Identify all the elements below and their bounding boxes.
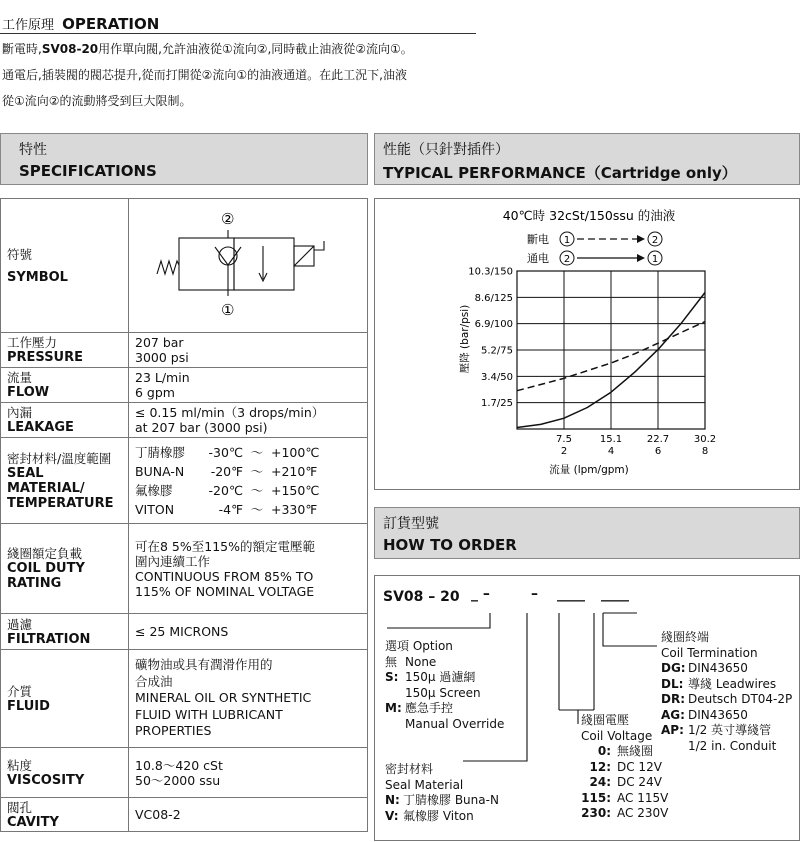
chart-y-tick-label: 3.4/50 bbox=[481, 371, 513, 383]
chart-x-label: 流量 (lpm/gpm) bbox=[549, 464, 629, 476]
order-slot-termination: ____ bbox=[601, 586, 629, 602]
chart-legend-port-to-label: 2 bbox=[651, 235, 659, 246]
spec-row-cavity: 閥孔 CAVITY VC08-2 bbox=[1, 798, 368, 832]
port-1-label: ① bbox=[221, 301, 235, 319]
chart-y-label: 壓降 (bar/psi) bbox=[459, 304, 471, 374]
order-panel bbox=[374, 575, 800, 841]
order-voltage-block: 綫圈電壓 Coil Voltage 0: 無綫圈 12: DC 12V 24: DC 24V 115: AC 115V 230: AC 230V bbox=[581, 713, 669, 820]
chart-legend-arrow bbox=[637, 254, 645, 262]
order-slot-voltage: ____ bbox=[557, 586, 585, 602]
chart-legend-port-to-label: 1 bbox=[651, 254, 659, 265]
chart-x-tick-label-gpm: 4 bbox=[607, 446, 615, 457]
chart-x-tick-label-gpm: 2 bbox=[560, 446, 568, 457]
chart-legend-port-from-label: 2 bbox=[563, 254, 571, 265]
order-title-zh: 訂貨型號 bbox=[383, 516, 439, 532]
chart-x-tick-label: 15.1 bbox=[599, 434, 623, 445]
chart-y-tick-label: 8.6/125 bbox=[474, 292, 513, 304]
chart-x-tick-label: 22.7 bbox=[646, 434, 670, 445]
chart-y-tick-label: 1.7/25 bbox=[481, 398, 513, 410]
symbol-drawing bbox=[157, 230, 324, 296]
chart-x-tick-label-gpm: 6 bbox=[654, 446, 662, 457]
performance-title-zh: 性能（只針對插件） bbox=[383, 142, 509, 158]
operation-line-3: 從①流向②的流動將受到巨大限制。 bbox=[2, 94, 192, 108]
order-slot-option: _ – bbox=[471, 586, 490, 602]
order-option-block: 選項 Option 無 None S: 150μ 過濾網 150μ Screen M: 應急手控 Manual Override bbox=[385, 639, 505, 731]
seal-temperature-list: 丁腈橡膠 -30℃ ～ +100℃ BUNA-N -20℉ ～ +210℉ 氟橡膠 -20℃ ～ +150℃ VITON -4℉ ～ +330℉ bbox=[129, 438, 368, 524]
operation-text bbox=[2, 36, 413, 114]
hydraulic-symbol-cell bbox=[129, 199, 368, 333]
operation-title-en: OPERATION bbox=[62, 15, 160, 33]
port-2-label: ② bbox=[221, 210, 235, 228]
chart-legend-arrow bbox=[637, 235, 645, 243]
operation-title-zh: 工作原理 bbox=[2, 18, 55, 33]
spec-key: 符號 SYMBOL bbox=[1, 199, 129, 333]
chart-legend-label: 斷电 bbox=[527, 233, 549, 246]
chart-plot bbox=[468, 267, 716, 458]
performance-title-en: TYPICAL PERFORMANCE（Cartridge only） bbox=[383, 164, 737, 182]
operation-heading bbox=[2, 14, 159, 33]
hydraulic-symbol bbox=[129, 199, 367, 329]
performance-chart-panel bbox=[374, 198, 800, 490]
spec-row-leakage: 內漏 LEAKAGE ≤ 0.15 ml/min（3 drops/min） at 207 bar (3000 psi) bbox=[1, 403, 368, 438]
spec-row-flow: 流量 FLOW 23 L/min 6 gpm bbox=[1, 368, 368, 403]
performance-chart bbox=[375, 199, 799, 489]
order-model-code: SV08 – 20 bbox=[383, 589, 460, 605]
spec-row-filtration: 過濾 FILTRATION ≤ 25 MICRONS bbox=[1, 614, 368, 650]
operation-line-1: 斷電時,SV08-20用作單向閥,允許油液從①流向②,同時截止油液從②流向①。 bbox=[2, 42, 413, 56]
specifications-header bbox=[0, 133, 368, 185]
spec-row-fluid: 介質 FLUID 礦物油或具有潤滑作用的 合成油 MINERAL OIL OR SYNTHETIC FLUID WITH LUBRICANT PROPERTIES bbox=[1, 650, 368, 748]
order-seal-block: 密封材料 Seal Material N: 丁腈橡膠 Buna-N V: 氟橡膠 Viton bbox=[385, 762, 499, 823]
performance-header bbox=[374, 133, 800, 185]
spec-row-pressure: 工作壓力 PRESSURE 207 bar 3000 psi bbox=[1, 333, 368, 368]
spec-row-seal: 密封材料/溫度範圍 SEAL MATERIAL/ TEMPERATURE 丁腈橡膠 -30℃ ～ +100℃ BUNA-N -20℉ ～ +210℉ 氟橡膠 -20℃ ～ +150℃ VITON -4℉ ～ +330℉ bbox=[1, 438, 368, 524]
order-termination-block: 綫圈終端 Coil Termination DG: DIN43650 DL: 導綫 Leadwires DR: Deutsch DT04-2P AG: DIN43650 AP: 1/2 英寸導綫管 1/2 in. Conduit bbox=[661, 630, 793, 753]
chart-y-tick-label: 6.9/100 bbox=[474, 319, 513, 331]
order-title-en: HOW TO ORDER bbox=[383, 536, 517, 554]
chart-y-tick-label: 5.2/75 bbox=[481, 345, 513, 357]
order-slot-seal: – bbox=[531, 586, 538, 602]
chart-legend bbox=[527, 232, 662, 265]
operation-line-2: 通電后,插裝閥的閥芯提升,從而打開從②流向①的油液通道。在此工況下,油液 bbox=[2, 68, 407, 82]
operation-underline bbox=[0, 33, 476, 34]
chart-legend-port-from-label: 1 bbox=[563, 235, 571, 246]
chart-x-tick-label: 30.2 bbox=[693, 434, 717, 445]
order-header bbox=[374, 507, 800, 559]
spec-row-coil: 綫圈額定負載 COIL DUTY RATING 可在8 5%至115%的額定電壓範 圍內連續工作 CONTINUOUS FROM 85% TO 115% OF NOMINAL VOLTAGE bbox=[1, 524, 368, 614]
chart-y-tick-label: 10.3/150 bbox=[468, 266, 513, 278]
specifications-title-zh: 特性 bbox=[19, 142, 47, 158]
spec-row-symbol bbox=[1, 199, 368, 333]
specifications-table bbox=[0, 198, 368, 832]
chart-x-tick-label-gpm: 8 bbox=[701, 446, 709, 457]
chart-x-tick-label: 7.5 bbox=[556, 434, 572, 445]
spec-row-viscosity: 粘度 VISCOSITY 10.8～420 cSt 50～2000 ssu bbox=[1, 748, 368, 798]
specifications-title-en: SPECIFICATIONS bbox=[19, 162, 157, 180]
chart-legend-label: 通电 bbox=[527, 252, 549, 265]
chart-title: 40℃時 32cSt/150ssu 的油液 bbox=[502, 208, 676, 223]
